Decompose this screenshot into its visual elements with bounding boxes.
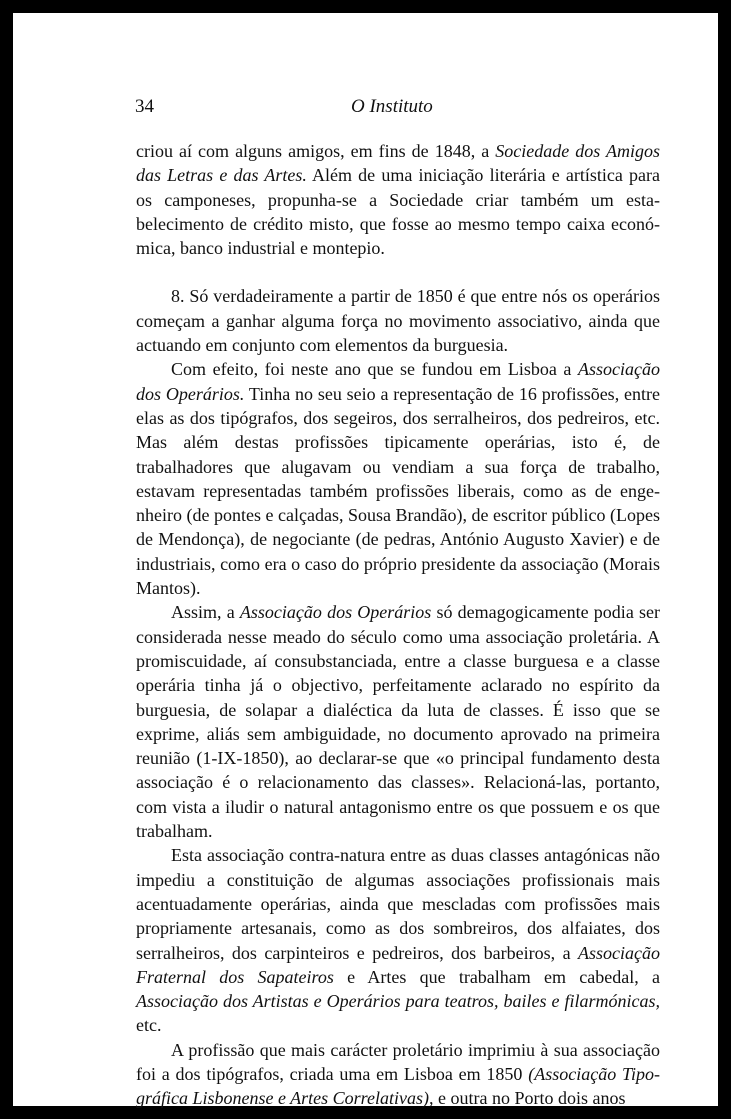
body-text (136, 139, 660, 1111)
italic-title: (Associação Tipográfica Lisbonense e Artes Correlativas), (136, 1063, 660, 1109)
text-run: só demagogicamente podia ser considerada nesse meado do século como uma associação proletária. A promiscuidade, aí consubstanciada, entre a classe burguesa e a classe operária tinha já o objectivo, perfeitamente aclarado no espírito da burguesia, de solapar a dialéctica da luta de classes. É isso que se exprime, aliás sem ambiguidade, no documento aprovado na primeira reunião (1-IX-1850), ao declarar-se que «o principal fundamento desta associação é o relacionamento das classes». Relacioná-las, portanto, com vista a iludir o natural antagonismo entre os que possuem e os que trabalham. (136, 602, 660, 842)
text-run: Esta associação contra-natura entre as duas classes antagónicas não impediu a constituição de algumas associações profissionais mais acentuadamente operárias, ainda que mescladas com profissões mais propriamente artesanais, como as dos sombreiros, dos alfaiates, dos serralheiros, dos carpinteiros e pedreiros, dos barbeiros, a (136, 845, 660, 963)
book-page (13, 13, 718, 1109)
paragraph-3 (136, 357, 660, 600)
text-run: e outra no Porto dois anos (433, 1088, 626, 1109)
italic-title: Associação dos Operários. (136, 359, 660, 404)
text-run: Assim, a (171, 602, 240, 623)
text-run: Com efeito, foi neste ano que se fundou em Lisboa a (171, 359, 579, 380)
text-run: e Artes que trabalham em cabedal, a (333, 966, 660, 987)
text-run: A profissão que mais carácter proletário imprimiu à sua associação foi a dos tipógrafos, criada uma em Lisboa em 1850 (136, 1039, 660, 1084)
text-run: criou aí com alguns amigos, em fins de 1848, a (136, 141, 496, 161)
paragraph-4 (136, 600, 660, 843)
running-head-title: O Instituto (351, 96, 433, 117)
text-run: Tinha no seu seio a representação de 16 profissões, entre elas as dos tipógrafos, dos segeiros, dos serralheiros, dos pedreiros, etc. Mas além destas profissões tipicamente operárias, isto é, de trabalhadores que alugavam ou vendiam a sua força de trabalho, estavam representadas também profissões liberais, como as de engenheiro (de pontes e calçadas, Sousa Brandão), de escritor público (Lopes de Mendonça), de negociante (de pedras, António Augusto Xavier) e de industriais, como era o caso do próprio presidente da associação (Morais Mantos). (136, 383, 660, 599)
paragraph-1 (136, 139, 660, 260)
text-run: 8. Só verdadeiramente a partir de 1850 é que entre nós os operários começam a ganhar alguma força no movimento associativo, ainda que actuando em conjunto com elementos da burguesia. (136, 286, 660, 356)
italic-title: Associação dos Operários (239, 602, 432, 623)
italic-title: Sociedade dos Amigos das Letras e das Artes. (136, 141, 660, 186)
text-run: Além de uma iniciação literária e artística para os camponeses, propunha-se a Sociedade criar também um estabelecimento de crédito misto, que fosse ao mesmo tempo caixa económica, banco industrial e montepio. (136, 165, 660, 259)
paragraph-5 (136, 843, 660, 1037)
paragraph-section-8 (136, 284, 660, 357)
paragraph-6 (136, 1038, 660, 1111)
page-number: 34 (135, 96, 154, 117)
italic-title: Associação dos Artistas e Operários para teatros, bailes e filarmónicas, (136, 991, 660, 1012)
italic-title: Associação Fraternal dos Sapateiros (136, 942, 660, 987)
text-run: etc. (136, 1015, 162, 1036)
